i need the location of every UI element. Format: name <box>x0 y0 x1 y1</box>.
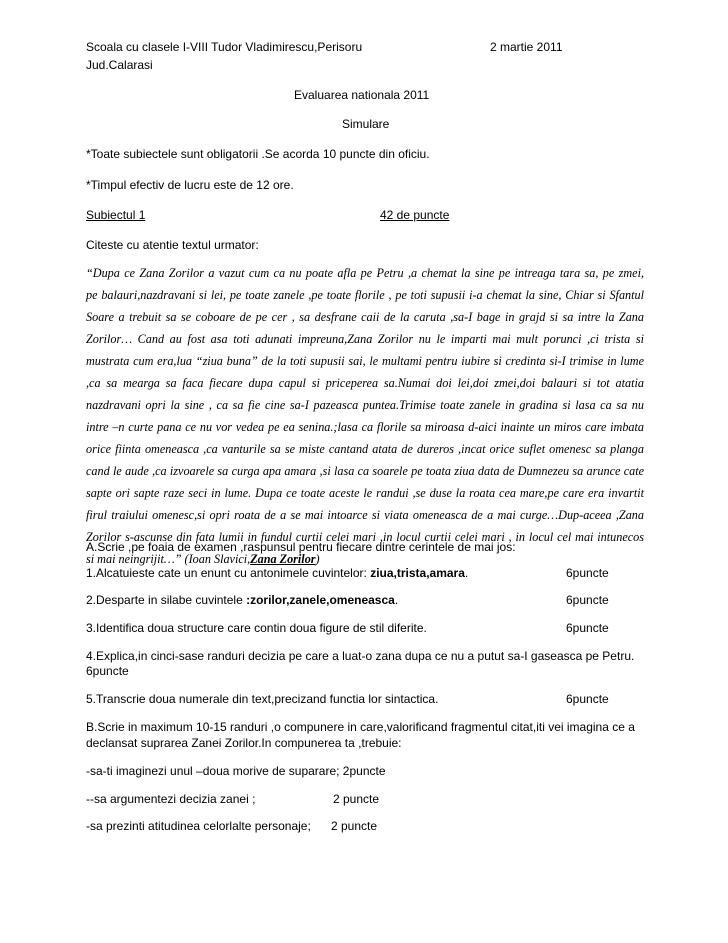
quote-last-text: si mai neingrijit…” (Ioan Slavici, <box>86 552 251 566</box>
quote-line: Zorilor… Cand au fost asa toti adunati impreuna,Zana Zorilor nu le imparti mai mult porunci ,ci trista si <box>86 332 644 346</box>
requirement-3: -sa prezinti atitudinea celorlalte personaje; <box>86 819 311 833</box>
source-close: ) <box>315 552 320 566</box>
task-2-after: . <box>394 593 399 607</box>
section-b-line1: B.Scrie in maximum 10-15 randuri ,o compunere in care,valorificand fragmentul citat,iti vei imagina ce a <box>86 720 635 734</box>
task-1 <box>86 566 468 580</box>
note-mandatory: *Toate subiectele sunt obligatorii .Se acorda 10 puncte din oficiu. <box>86 147 430 161</box>
quote-line: intre –n curte pana ce nu vor vedea pe ea senina.;lasa ca florile sa miroasa d-aici inainte un miros care imbata <box>86 420 644 434</box>
task-5-points: 6puncte <box>566 692 609 706</box>
task-5: 5.Transcrie doua numerale din text,precizand functia lor sintactica. <box>86 692 439 706</box>
task-2-points: 6puncte <box>566 593 609 607</box>
note-time: *Timpul efectiv de lucru este de 12 ore. <box>86 178 294 192</box>
read-instruction: Citeste cu atentie textul urmator: <box>86 238 259 252</box>
task-4-points: 6puncte <box>86 664 129 678</box>
exam-date: 2 martie 2011 <box>490 40 563 54</box>
subject-points: 42 de puncte <box>380 208 450 222</box>
task-2-words: :zorilor,zanele,omeneasca <box>246 593 395 607</box>
quote-line: nazdravani opri la sine , ca sa fie cine sa-I pazeasca puntea.Trimise toate zanele in gradina si lasa ca sa nu <box>86 398 644 412</box>
quote-line: mustrata cum era,lua “ziua buna” de la toti supusii sai, le multami pentru iubire si credinta si-I trimise in lume <box>86 354 644 368</box>
quote-line: Soare a trebuit sa se coboare de pe cer , sa desfrane caii de la caruta ,sa-I bage in grajd si sa intre la Zana <box>86 310 644 324</box>
task-1-text: 1.Alcatuieste cate un enunt cu antonimele cuvintelor: <box>86 566 371 580</box>
quote-line: ,ca sa mearga sa faca fiecare dupa capul si priceperea sa.Numai doi lei,doi zmei,doi balauri si tot atatia <box>86 376 644 390</box>
source-title: Zana Zorilor <box>250 552 316 566</box>
section-b-line2: declansat suprarea Zanei Zorilor.In compunerea ta ,trebuie: <box>86 736 402 750</box>
requirement-2: --sa argumentezi decizia zanei ; <box>86 792 256 806</box>
quote-line: cand le aude ,ca izvoarele sa curga apa amara ,si lasa ca soarele pe toata ziua data de Dumnezeu sa arunce cate <box>86 464 644 478</box>
section-a-heading: A.Scrie ,pe foaia de examen ,raspunsul pentru fiecare dintre cerintele de mai jos: <box>86 540 516 554</box>
task-4: 4.Explica,in cinci-sase randuri decizia pe care a luat-o zana dupa ce nu a putut sa-I gaseasca pe Petru. <box>86 649 635 663</box>
quoted-text <box>86 262 644 570</box>
quote-line: orice fiinta omeneasca ,ca vanturile sa se miste cantand atata de dureros ,incat orice suflet omenesc sa planga <box>86 442 644 456</box>
task-1-after: . <box>464 566 469 580</box>
quote-line: “Dupa ce Zana Zorilor a vazut cum ca nu poate afla pe Petru ,a chemat la sine pe intreaga tara sa, pe zmei, <box>86 266 644 280</box>
quote-line: sapte ori sapte raze seci in lume. Dupa ce toate aceste le randui ,se duse la roata cea mare,pe care era invartit <box>86 486 644 500</box>
requirement-3-points: 2 puncte <box>331 819 378 833</box>
quote-line: Zorilor s-ascunse din fata lumii in fundul curtii celei mari ,in locul curtii celei mari , in locul cel mai intunecos <box>86 530 644 544</box>
county: Jud.Calarasi <box>86 58 153 72</box>
task-2 <box>86 593 398 607</box>
task-1-words: ziua,trista,amara <box>370 566 465 580</box>
task-3-points: 6puncte <box>566 621 609 635</box>
task-1-points: 6puncte <box>566 566 609 580</box>
requirement-1: -sa-ti imaginezi unul –doua morive de suparare; 2puncte <box>86 764 386 778</box>
quote-line: firul traiului omenesc,si opri roata de a se mai intoarce si viata omeneasca de a mai curge…Dup-aceea ,Zana <box>86 508 644 522</box>
requirement-2-points: 2 puncte <box>333 792 380 806</box>
exam-subtitle: Simulare <box>342 117 390 131</box>
task-2-text: 2.Desparte in silabe cuvintele <box>86 593 247 607</box>
quote-line: pe balauri,nazdravani si lei, pe toate zanele ,pe toate florile , pe toti supusii i-a chemat la sine, Chiar si Sfantul <box>86 288 644 302</box>
subject-label-text: Subiectul 1 <box>86 208 146 222</box>
task-3: 3.Identifica doua structure care contin doua figure de stil diferite. <box>86 621 427 635</box>
exam-title: Evaluarea nationala 2011 <box>294 88 430 102</box>
school-name: Scoala cu clasele I-VIII Tudor Vladimirescu,Perisoru <box>86 40 363 54</box>
